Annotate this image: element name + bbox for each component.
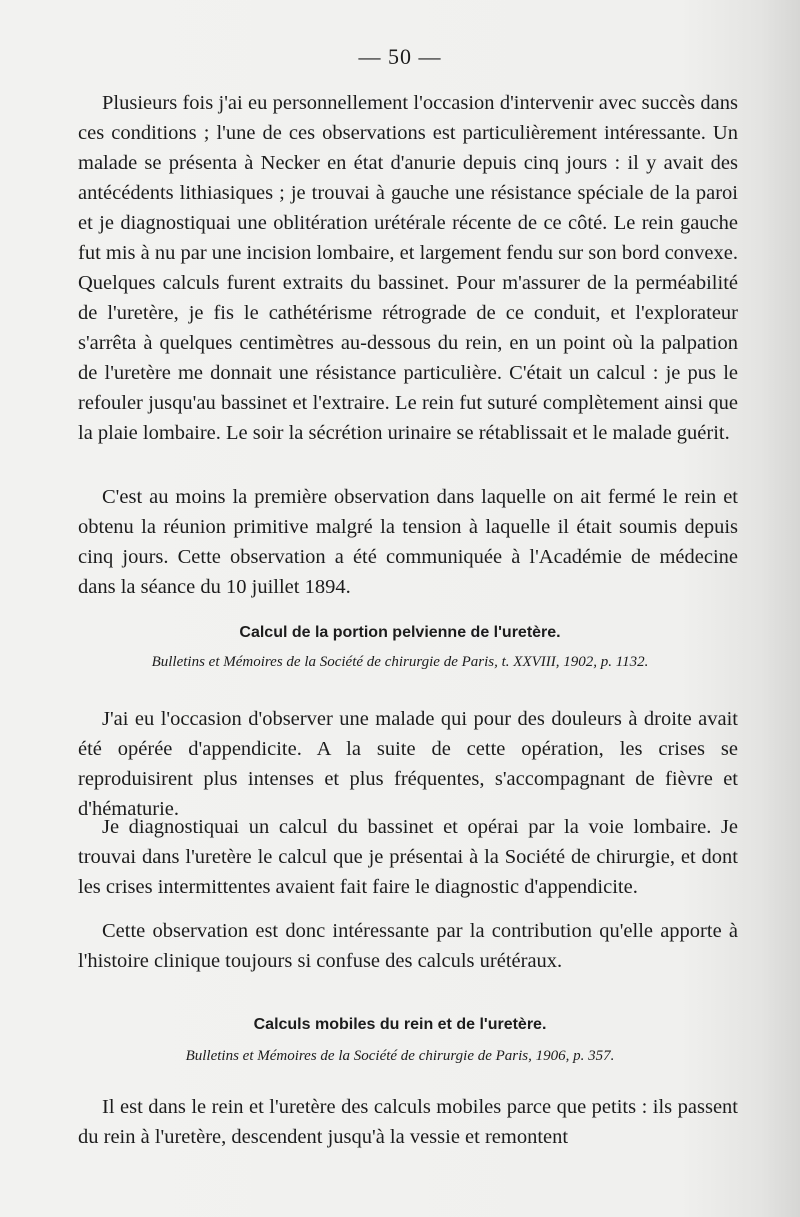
section-citation: Bulletins et Mémoires de la Société de chirurgie de Paris, 1906, p. 357. — [185, 1048, 615, 1064]
paragraph — [78, 88, 738, 448]
section-heading: Calculs mobiles du rein et de l'uretère. — [253, 1016, 547, 1033]
page-number: — 50 — — [358, 44, 442, 69]
paragraph-text: C'est au moins la première observation dans laquelle on ait fermé le rein et obtenu la réunion primitive malgré la tension à laquelle il était soumis depuis cinq jours. Cette observation a été communiquée à l'Académie de médecine dans la séance du 10 juillet 1894. — [78, 486, 738, 598]
paragraph — [78, 916, 738, 976]
section-heading: Calcul de la portion pelvienne de l'uretère. — [239, 624, 561, 641]
paragraph — [78, 1092, 738, 1152]
paragraph-text: J'ai eu l'occasion d'observer une malade qui pour des douleurs à droite avait été opérée d'appendicite. A la suite de cette opération, les crises se reproduisirent plus intenses et plus fréquentes, s'accompagnant de fièvre et d'hématurie. — [78, 708, 738, 820]
section-citation: Bulletins et Mémoires de la Société de chirurgie de Paris, t. XXVIII, 1902, p. 1132. — [151, 654, 649, 670]
paragraph-text: Cette observation est donc intéressante par la contribution qu'elle apporte à l'histoire clinique toujours si confuse des calculs urétéraux. — [78, 920, 738, 972]
paragraph — [78, 704, 738, 824]
paragraph — [78, 482, 738, 602]
paragraph-text: Il est dans le rein et l'uretère des calculs mobiles parce que petits : ils passent du rein à l'uretère, descendent jusqu'à la vessie et remontent — [78, 1096, 738, 1148]
paragraph — [78, 812, 738, 902]
paragraph-text: Plusieurs fois j'ai eu personnellement l'occasion d'intervenir avec succès dans ces conditions ; l'une de ces observations est particulièrement intéressante. Un malade se présenta à Necker en état d'anurie depuis cinq jours : il y avait des antécédents lithiasiques ; je trouvai à gauche une résistance spéciale de la paroi et je diagnostiquai une oblitération urétérale récente de ce côté. Le rein gauche fut mis à nu par une incision lombaire, et largement fendu sur son bord convexe. Quelques calculs furent extraits du bassinet. Pour m'assurer de la perméabilité de l'uretère, je fis le cathétérisme rétrograde de ce conduit, et l'explorateur s'arrêta à quelques centimètres au-dessous du rein, en un point où la palpation de l'uretère me donnait une résistance particulière. C'était un calcul : je pus le refouler jusqu'au bassinet et l'extraire. Le rein fut suturé complètement ainsi que la plaie lombaire. Le soir la sécrétion urinaire se rétablissait et le malade guérit. — [78, 92, 739, 444]
paragraph-text: Je diagnostiquai un calcul du bassinet et opérai par la voie lombaire. Je trouvai dans l'uretère le calcul que je présentai à la Société de chirurgie, et dont les crises intermittentes avaient fait faire le diagnostic d'appendicite. — [78, 816, 738, 898]
